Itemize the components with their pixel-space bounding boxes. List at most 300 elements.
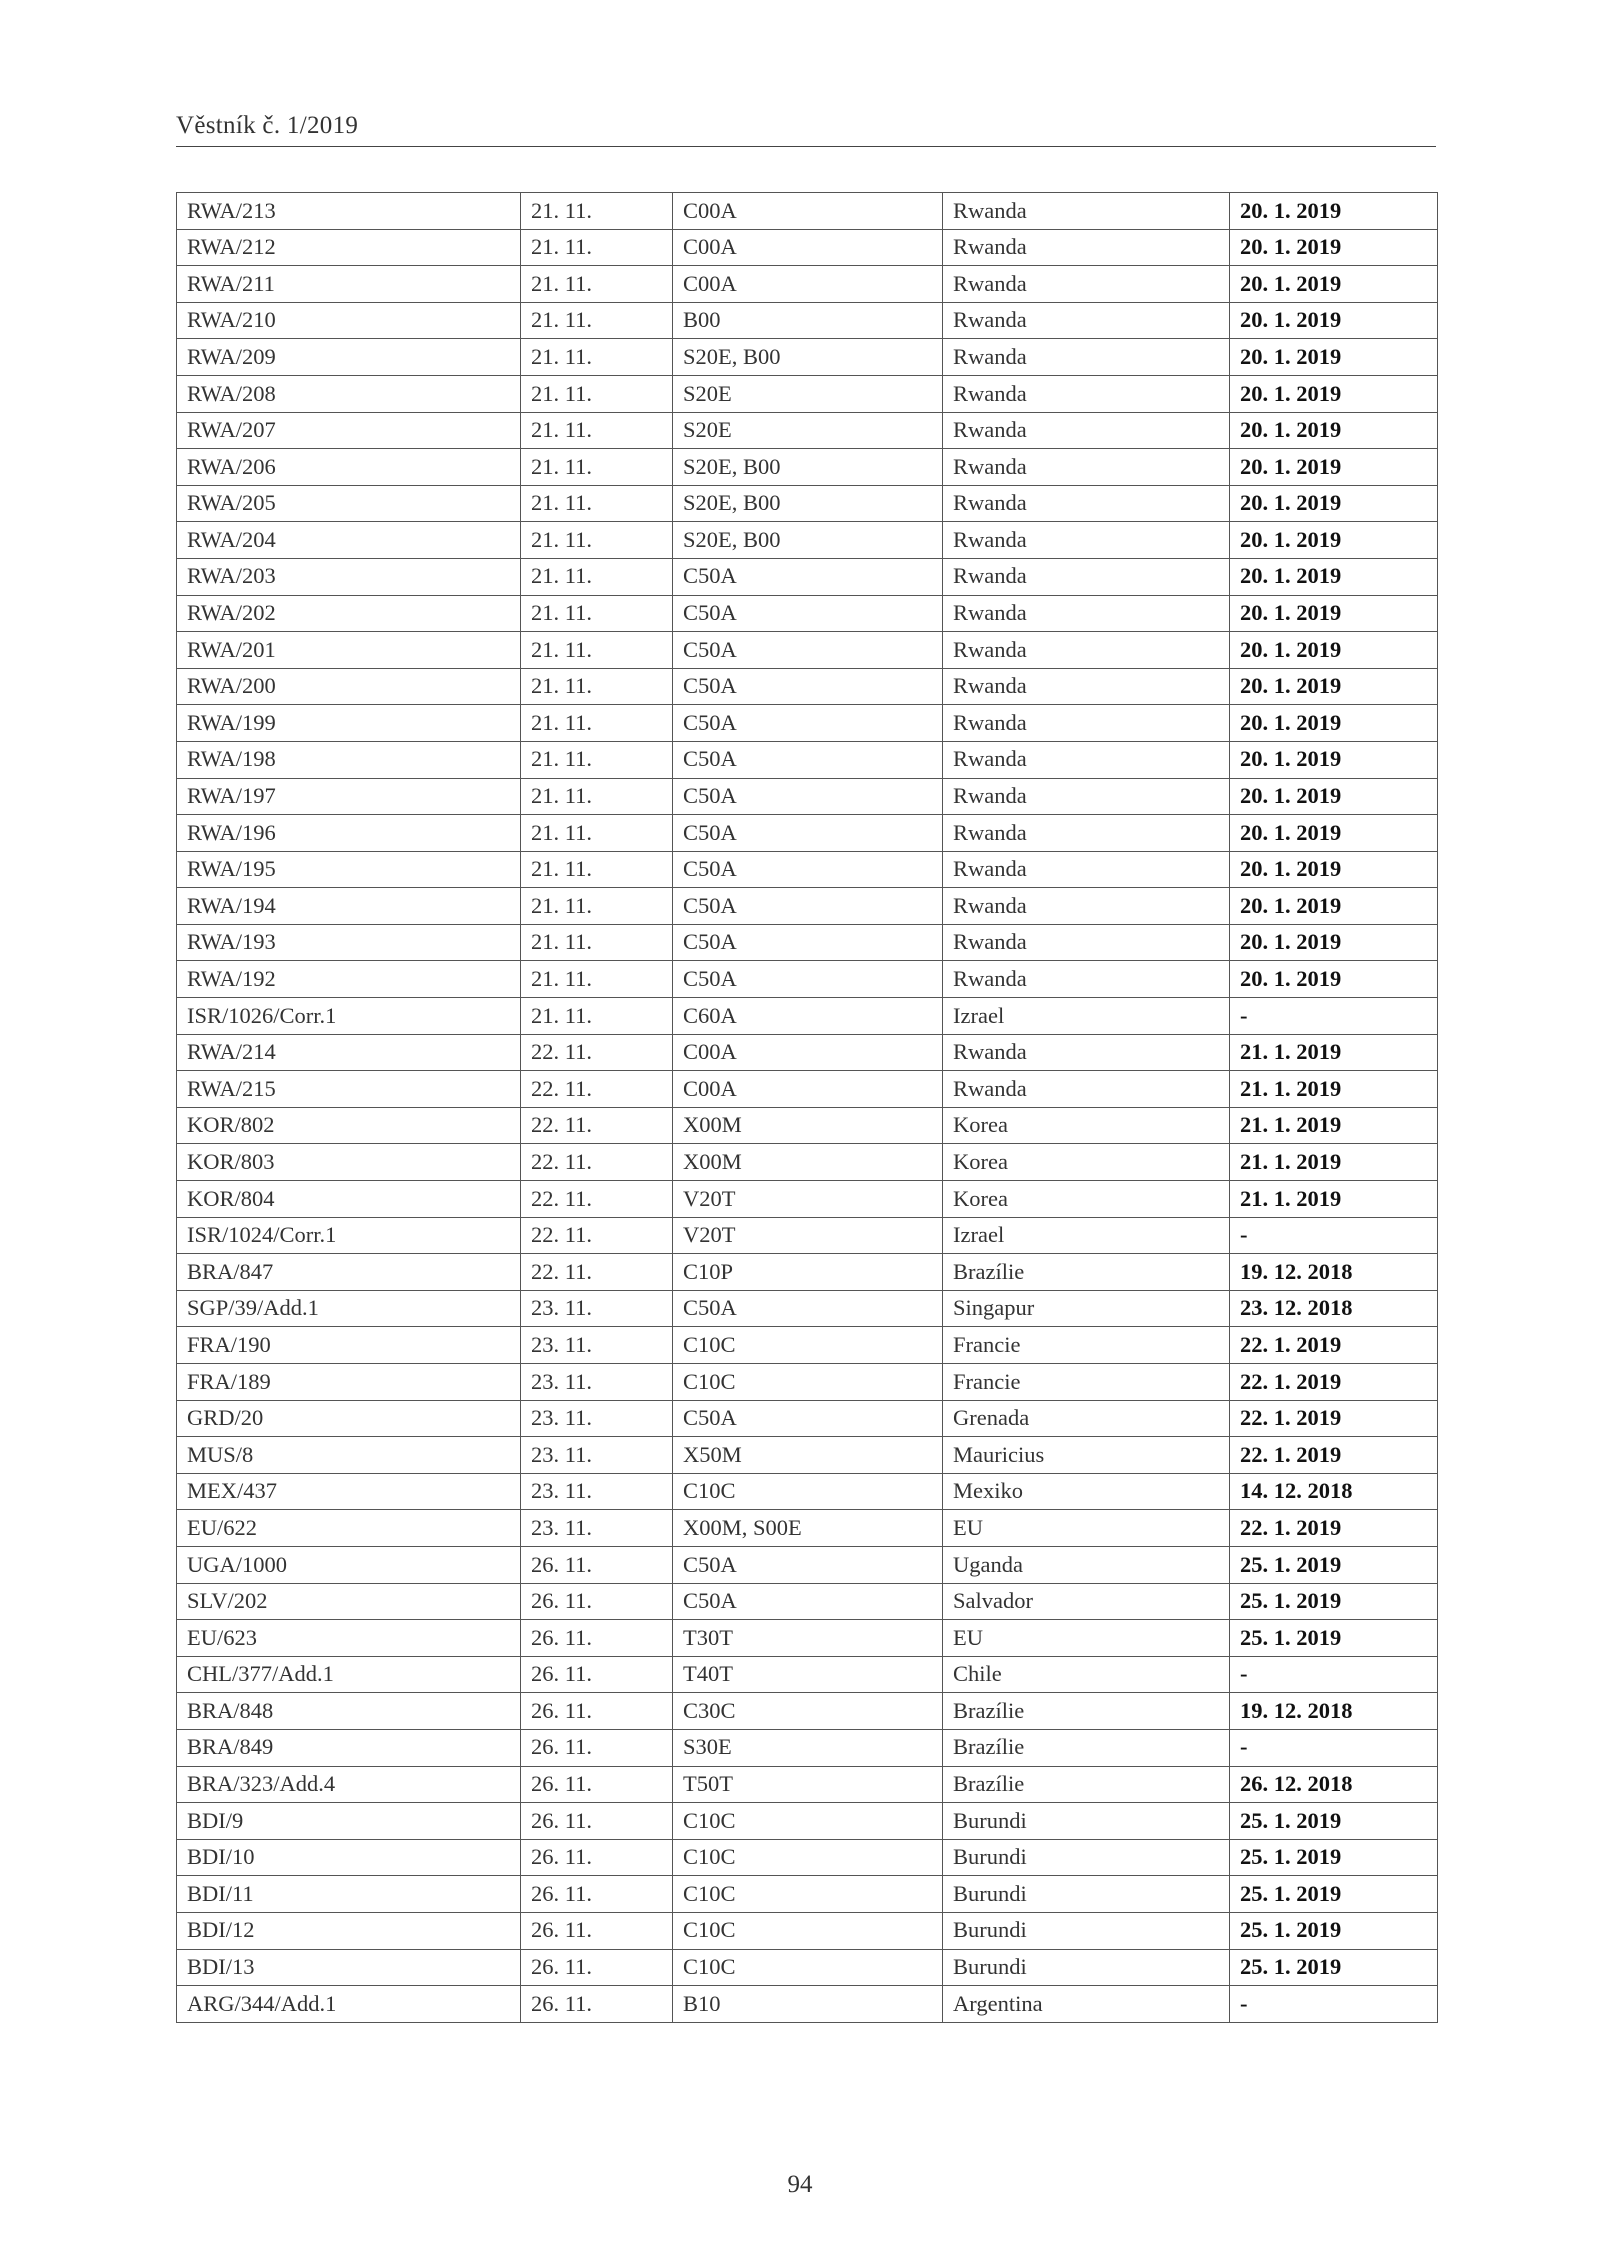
deadline-cell: 20. 1. 2019 bbox=[1230, 193, 1438, 230]
deadline-cell: - bbox=[1230, 1729, 1438, 1766]
code-cell: C50A bbox=[673, 705, 943, 742]
document-ref-cell: SGP/39/Add.1 bbox=[177, 1290, 521, 1327]
code-cell: C50A bbox=[673, 595, 943, 632]
date-cell: 22. 11. bbox=[521, 1181, 673, 1218]
date-cell: 21. 11. bbox=[521, 193, 673, 230]
document-ref-cell: BRA/848 bbox=[177, 1693, 521, 1730]
code-cell: C50A bbox=[673, 1400, 943, 1437]
date-cell: 21. 11. bbox=[521, 741, 673, 778]
document-ref-cell: BRA/323/Add.4 bbox=[177, 1766, 521, 1803]
date-cell: 21. 11. bbox=[521, 961, 673, 998]
document-ref-cell: RWA/198 bbox=[177, 741, 521, 778]
document-ref-cell: ARG/344/Add.1 bbox=[177, 1986, 521, 2023]
table-row bbox=[177, 1620, 1438, 1657]
code-cell: C50A bbox=[673, 668, 943, 705]
country-cell: Singapur bbox=[943, 1290, 1230, 1327]
date-cell: 21. 11. bbox=[521, 558, 673, 595]
document-ref-cell: RWA/196 bbox=[177, 815, 521, 852]
date-cell: 26. 11. bbox=[521, 1693, 673, 1730]
code-cell: C10C bbox=[673, 1876, 943, 1913]
deadline-cell: 20. 1. 2019 bbox=[1230, 266, 1438, 303]
table-row bbox=[177, 1144, 1438, 1181]
code-cell: S20E bbox=[673, 375, 943, 412]
deadline-cell: 20. 1. 2019 bbox=[1230, 595, 1438, 632]
table-row bbox=[177, 1729, 1438, 1766]
table-row bbox=[177, 449, 1438, 486]
date-cell: 22. 11. bbox=[521, 1034, 673, 1071]
document-ref-cell: BDI/9 bbox=[177, 1803, 521, 1840]
date-cell: 21. 11. bbox=[521, 632, 673, 669]
date-cell: 26. 11. bbox=[521, 1546, 673, 1583]
code-cell: C50A bbox=[673, 888, 943, 925]
document-ref-cell: BDI/11 bbox=[177, 1876, 521, 1913]
deadline-cell: 20. 1. 2019 bbox=[1230, 888, 1438, 925]
header-divider bbox=[176, 146, 1436, 147]
country-cell: Rwanda bbox=[943, 1034, 1230, 1071]
date-cell: 21. 11. bbox=[521, 778, 673, 815]
code-cell: X00M bbox=[673, 1107, 943, 1144]
deadline-cell: 14. 12. 2018 bbox=[1230, 1473, 1438, 1510]
table-row bbox=[177, 998, 1438, 1035]
date-cell: 21. 11. bbox=[521, 266, 673, 303]
code-cell: T50T bbox=[673, 1766, 943, 1803]
table-row bbox=[177, 961, 1438, 998]
code-cell: C30C bbox=[673, 1693, 943, 1730]
deadline-cell: 22. 1. 2019 bbox=[1230, 1364, 1438, 1401]
table-row bbox=[177, 339, 1438, 376]
table-row bbox=[177, 1071, 1438, 1108]
deadline-cell: 20. 1. 2019 bbox=[1230, 229, 1438, 266]
table-row bbox=[177, 1583, 1438, 1620]
table-row bbox=[177, 1364, 1438, 1401]
code-cell: X00M bbox=[673, 1144, 943, 1181]
table-row bbox=[177, 668, 1438, 705]
date-cell: 21. 11. bbox=[521, 924, 673, 961]
document-ref-cell: RWA/203 bbox=[177, 558, 521, 595]
country-cell: Brazílie bbox=[943, 1729, 1230, 1766]
table-row bbox=[177, 1254, 1438, 1291]
table-row bbox=[177, 1217, 1438, 1254]
code-cell: C00A bbox=[673, 229, 943, 266]
country-cell: Brazílie bbox=[943, 1693, 1230, 1730]
document-ref-cell: RWA/199 bbox=[177, 705, 521, 742]
deadline-cell: 19. 12. 2018 bbox=[1230, 1254, 1438, 1291]
deadline-cell: 21. 1. 2019 bbox=[1230, 1034, 1438, 1071]
country-cell: Rwanda bbox=[943, 961, 1230, 998]
document-ref-cell: UGA/1000 bbox=[177, 1546, 521, 1583]
date-cell: 26. 11. bbox=[521, 1803, 673, 1840]
table-row bbox=[177, 705, 1438, 742]
date-cell: 26. 11. bbox=[521, 1583, 673, 1620]
table-row bbox=[177, 1949, 1438, 1986]
country-cell: Salvador bbox=[943, 1583, 1230, 1620]
document-ref-cell: RWA/195 bbox=[177, 851, 521, 888]
date-cell: 22. 11. bbox=[521, 1254, 673, 1291]
table-row bbox=[177, 1986, 1438, 2023]
date-cell: 26. 11. bbox=[521, 1949, 673, 1986]
deadline-cell: 22. 1. 2019 bbox=[1230, 1400, 1438, 1437]
country-cell: Burundi bbox=[943, 1876, 1230, 1913]
code-cell: C50A bbox=[673, 924, 943, 961]
code-cell: C50A bbox=[673, 815, 943, 852]
date-cell: 21. 11. bbox=[521, 485, 673, 522]
country-cell: Rwanda bbox=[943, 595, 1230, 632]
notifications-table-body bbox=[177, 193, 1438, 2023]
document-ref-cell: RWA/202 bbox=[177, 595, 521, 632]
document-ref-cell: RWA/210 bbox=[177, 302, 521, 339]
code-cell: C10C bbox=[673, 1803, 943, 1840]
date-cell: 21. 11. bbox=[521, 229, 673, 266]
deadline-cell: 26. 12. 2018 bbox=[1230, 1766, 1438, 1803]
code-cell: C50A bbox=[673, 851, 943, 888]
deadline-cell: 21. 1. 2019 bbox=[1230, 1144, 1438, 1181]
date-cell: 23. 11. bbox=[521, 1400, 673, 1437]
date-cell: 23. 11. bbox=[521, 1437, 673, 1474]
country-cell: Rwanda bbox=[943, 449, 1230, 486]
country-cell: Rwanda bbox=[943, 705, 1230, 742]
date-cell: 21. 11. bbox=[521, 339, 673, 376]
country-cell: Rwanda bbox=[943, 741, 1230, 778]
code-cell: S20E, B00 bbox=[673, 339, 943, 376]
deadline-cell: 20. 1. 2019 bbox=[1230, 522, 1438, 559]
table-row bbox=[177, 1876, 1438, 1913]
document-ref-cell: RWA/212 bbox=[177, 229, 521, 266]
deadline-cell: 25. 1. 2019 bbox=[1230, 1583, 1438, 1620]
code-cell: V20T bbox=[673, 1217, 943, 1254]
country-cell: Rwanda bbox=[943, 266, 1230, 303]
country-cell: Argentina bbox=[943, 1986, 1230, 2023]
document-ref-cell: FRA/190 bbox=[177, 1327, 521, 1364]
date-cell: 21. 11. bbox=[521, 412, 673, 449]
table-row bbox=[177, 924, 1438, 961]
date-cell: 23. 11. bbox=[521, 1290, 673, 1327]
code-cell: B10 bbox=[673, 1986, 943, 2023]
document-ref-cell: BDI/10 bbox=[177, 1839, 521, 1876]
country-cell: Rwanda bbox=[943, 668, 1230, 705]
table-row bbox=[177, 558, 1438, 595]
code-cell: C50A bbox=[673, 1290, 943, 1327]
document-ref-cell: RWA/208 bbox=[177, 375, 521, 412]
date-cell: 21. 11. bbox=[521, 888, 673, 925]
document-ref-cell: MUS/8 bbox=[177, 1437, 521, 1474]
deadline-cell: 20. 1. 2019 bbox=[1230, 778, 1438, 815]
document-ref-cell: GRD/20 bbox=[177, 1400, 521, 1437]
deadline-cell: 20. 1. 2019 bbox=[1230, 924, 1438, 961]
table-row bbox=[177, 1510, 1438, 1547]
table-row bbox=[177, 1473, 1438, 1510]
country-cell: Brazílie bbox=[943, 1766, 1230, 1803]
table-row bbox=[177, 851, 1438, 888]
table-row bbox=[177, 1400, 1438, 1437]
deadline-cell: 20. 1. 2019 bbox=[1230, 851, 1438, 888]
deadline-cell: 20. 1. 2019 bbox=[1230, 705, 1438, 742]
table-row bbox=[177, 1290, 1438, 1327]
document-ref-cell: RWA/215 bbox=[177, 1071, 521, 1108]
document-ref-cell: RWA/204 bbox=[177, 522, 521, 559]
document-ref-cell: RWA/200 bbox=[177, 668, 521, 705]
table-row bbox=[177, 375, 1438, 412]
deadline-cell: 20. 1. 2019 bbox=[1230, 375, 1438, 412]
date-cell: 21. 11. bbox=[521, 668, 673, 705]
table-row bbox=[177, 741, 1438, 778]
country-cell: Rwanda bbox=[943, 778, 1230, 815]
deadline-cell: - bbox=[1230, 998, 1438, 1035]
document-ref-cell: MEX/437 bbox=[177, 1473, 521, 1510]
table-row bbox=[177, 815, 1438, 852]
date-cell: 26. 11. bbox=[521, 1729, 673, 1766]
deadline-cell: 22. 1. 2019 bbox=[1230, 1510, 1438, 1547]
date-cell: 22. 11. bbox=[521, 1107, 673, 1144]
code-cell: V20T bbox=[673, 1181, 943, 1218]
table-row bbox=[177, 595, 1438, 632]
document-ref-cell: RWA/211 bbox=[177, 266, 521, 303]
document-ref-cell: RWA/214 bbox=[177, 1034, 521, 1071]
page-number: 94 bbox=[787, 2171, 813, 2198]
code-cell: T40T bbox=[673, 1656, 943, 1693]
table-row bbox=[177, 193, 1438, 230]
table-row bbox=[177, 485, 1438, 522]
country-cell: Burundi bbox=[943, 1949, 1230, 1986]
deadline-cell: 25. 1. 2019 bbox=[1230, 1546, 1438, 1583]
document-ref-cell: RWA/194 bbox=[177, 888, 521, 925]
code-cell: C10C bbox=[673, 1327, 943, 1364]
deadline-cell: 20. 1. 2019 bbox=[1230, 449, 1438, 486]
country-cell: Rwanda bbox=[943, 632, 1230, 669]
code-cell: X00M, S00E bbox=[673, 1510, 943, 1547]
country-cell: Rwanda bbox=[943, 412, 1230, 449]
document-ref-cell: ISR/1024/Corr.1 bbox=[177, 1217, 521, 1254]
code-cell: C50A bbox=[673, 778, 943, 815]
document-ref-cell: RWA/197 bbox=[177, 778, 521, 815]
deadline-cell: 20. 1. 2019 bbox=[1230, 558, 1438, 595]
deadline-cell: 22. 1. 2019 bbox=[1230, 1327, 1438, 1364]
code-cell: S20E, B00 bbox=[673, 522, 943, 559]
deadline-cell: - bbox=[1230, 1986, 1438, 2023]
code-cell: S20E bbox=[673, 412, 943, 449]
country-cell: Korea bbox=[943, 1181, 1230, 1218]
table-row bbox=[177, 1912, 1438, 1949]
table-row bbox=[177, 1181, 1438, 1218]
date-cell: 26. 11. bbox=[521, 1656, 673, 1693]
code-cell: C10C bbox=[673, 1839, 943, 1876]
table-row bbox=[177, 1327, 1438, 1364]
table-row bbox=[177, 1107, 1438, 1144]
country-cell: Rwanda bbox=[943, 522, 1230, 559]
document-ref-cell: EU/623 bbox=[177, 1620, 521, 1657]
deadline-cell: - bbox=[1230, 1656, 1438, 1693]
date-cell: 21. 11. bbox=[521, 998, 673, 1035]
document-ref-cell: BDI/13 bbox=[177, 1949, 521, 1986]
document-ref-cell: RWA/206 bbox=[177, 449, 521, 486]
country-cell: Burundi bbox=[943, 1803, 1230, 1840]
deadline-cell: 21. 1. 2019 bbox=[1230, 1181, 1438, 1218]
date-cell: 23. 11. bbox=[521, 1473, 673, 1510]
country-cell: Mauricius bbox=[943, 1437, 1230, 1474]
country-cell: Brazílie bbox=[943, 1254, 1230, 1291]
code-cell: C10C bbox=[673, 1364, 943, 1401]
document-ref-cell: KOR/804 bbox=[177, 1181, 521, 1218]
date-cell: 26. 11. bbox=[521, 1839, 673, 1876]
document-ref-cell: FRA/189 bbox=[177, 1364, 521, 1401]
country-cell: Rwanda bbox=[943, 851, 1230, 888]
country-cell: Mexiko bbox=[943, 1473, 1230, 1510]
deadline-cell: 20. 1. 2019 bbox=[1230, 339, 1438, 376]
country-cell: Francie bbox=[943, 1327, 1230, 1364]
code-cell: C50A bbox=[673, 1583, 943, 1620]
deadline-cell: 20. 1. 2019 bbox=[1230, 668, 1438, 705]
document-ref-cell: ISR/1026/Corr.1 bbox=[177, 998, 521, 1035]
deadline-cell: 20. 1. 2019 bbox=[1230, 632, 1438, 669]
deadline-cell: 20. 1. 2019 bbox=[1230, 961, 1438, 998]
document-ref-cell: EU/622 bbox=[177, 1510, 521, 1547]
country-cell: Rwanda bbox=[943, 193, 1230, 230]
deadline-cell: 20. 1. 2019 bbox=[1230, 412, 1438, 449]
table-row bbox=[177, 888, 1438, 925]
date-cell: 23. 11. bbox=[521, 1364, 673, 1401]
deadline-cell: 25. 1. 2019 bbox=[1230, 1803, 1438, 1840]
country-cell: Rwanda bbox=[943, 485, 1230, 522]
table-row bbox=[177, 229, 1438, 266]
country-cell: Rwanda bbox=[943, 229, 1230, 266]
code-cell: C50A bbox=[673, 558, 943, 595]
code-cell: C10C bbox=[673, 1949, 943, 1986]
country-cell: Rwanda bbox=[943, 924, 1230, 961]
date-cell: 22. 11. bbox=[521, 1144, 673, 1181]
date-cell: 21. 11. bbox=[521, 375, 673, 412]
country-cell: Izrael bbox=[943, 998, 1230, 1035]
table-row bbox=[177, 412, 1438, 449]
code-cell: X50M bbox=[673, 1437, 943, 1474]
date-cell: 21. 11. bbox=[521, 302, 673, 339]
deadline-cell: 19. 12. 2018 bbox=[1230, 1693, 1438, 1730]
date-cell: 21. 11. bbox=[521, 705, 673, 742]
country-cell: Burundi bbox=[943, 1839, 1230, 1876]
document-ref-cell: RWA/213 bbox=[177, 193, 521, 230]
deadline-cell: 21. 1. 2019 bbox=[1230, 1071, 1438, 1108]
code-cell: S30E bbox=[673, 1729, 943, 1766]
country-cell: Francie bbox=[943, 1364, 1230, 1401]
date-cell: 26. 11. bbox=[521, 1912, 673, 1949]
country-cell: Rwanda bbox=[943, 339, 1230, 376]
date-cell: 22. 11. bbox=[521, 1217, 673, 1254]
country-cell: Korea bbox=[943, 1144, 1230, 1181]
date-cell: 21. 11. bbox=[521, 522, 673, 559]
deadline-cell: 25. 1. 2019 bbox=[1230, 1839, 1438, 1876]
deadline-cell: 25. 1. 2019 bbox=[1230, 1620, 1438, 1657]
document-ref-cell: BDI/12 bbox=[177, 1912, 521, 1949]
table-row bbox=[177, 1839, 1438, 1876]
notifications-table bbox=[176, 192, 1438, 2023]
table-row bbox=[177, 1437, 1438, 1474]
country-cell: Rwanda bbox=[943, 815, 1230, 852]
document-ref-cell: RWA/193 bbox=[177, 924, 521, 961]
deadline-cell: 20. 1. 2019 bbox=[1230, 302, 1438, 339]
table-row bbox=[177, 266, 1438, 303]
deadline-cell: - bbox=[1230, 1217, 1438, 1254]
document-ref-cell: RWA/207 bbox=[177, 412, 521, 449]
code-cell: C00A bbox=[673, 1071, 943, 1108]
country-cell: Rwanda bbox=[943, 1071, 1230, 1108]
deadline-cell: 21. 1. 2019 bbox=[1230, 1107, 1438, 1144]
code-cell: C10C bbox=[673, 1473, 943, 1510]
deadline-cell: 20. 1. 2019 bbox=[1230, 815, 1438, 852]
code-cell: C10P bbox=[673, 1254, 943, 1291]
deadline-cell: 23. 12. 2018 bbox=[1230, 1290, 1438, 1327]
table-row bbox=[177, 1034, 1438, 1071]
document-ref-cell: SLV/202 bbox=[177, 1583, 521, 1620]
code-cell: S20E, B00 bbox=[673, 485, 943, 522]
deadline-cell: 25. 1. 2019 bbox=[1230, 1912, 1438, 1949]
date-cell: 22. 11. bbox=[521, 1071, 673, 1108]
country-cell: Rwanda bbox=[943, 558, 1230, 595]
document-ref-cell: CHL/377/Add.1 bbox=[177, 1656, 521, 1693]
code-cell: B00 bbox=[673, 302, 943, 339]
date-cell: 21. 11. bbox=[521, 449, 673, 486]
date-cell: 26. 11. bbox=[521, 1766, 673, 1803]
journal-header-title: Věstník č. 1/2019 bbox=[176, 112, 359, 139]
document-ref-cell: KOR/802 bbox=[177, 1107, 521, 1144]
country-cell: Izrael bbox=[943, 1217, 1230, 1254]
table-row bbox=[177, 1656, 1438, 1693]
date-cell: 26. 11. bbox=[521, 1876, 673, 1913]
document-ref-cell: BRA/849 bbox=[177, 1729, 521, 1766]
date-cell: 21. 11. bbox=[521, 595, 673, 632]
deadline-cell: 22. 1. 2019 bbox=[1230, 1437, 1438, 1474]
code-cell: T30T bbox=[673, 1620, 943, 1657]
deadline-cell: 25. 1. 2019 bbox=[1230, 1876, 1438, 1913]
country-cell: Uganda bbox=[943, 1546, 1230, 1583]
code-cell: C50A bbox=[673, 1546, 943, 1583]
document-ref-cell: BRA/847 bbox=[177, 1254, 521, 1291]
table-row bbox=[177, 632, 1438, 669]
date-cell: 21. 11. bbox=[521, 851, 673, 888]
document-ref-cell: KOR/803 bbox=[177, 1144, 521, 1181]
date-cell: 21. 11. bbox=[521, 815, 673, 852]
country-cell: EU bbox=[943, 1620, 1230, 1657]
code-cell: C10C bbox=[673, 1912, 943, 1949]
table-row bbox=[177, 1693, 1438, 1730]
deadline-cell: 20. 1. 2019 bbox=[1230, 485, 1438, 522]
country-cell: Korea bbox=[943, 1107, 1230, 1144]
date-cell: 23. 11. bbox=[521, 1510, 673, 1547]
document-ref-cell: RWA/209 bbox=[177, 339, 521, 376]
table-row bbox=[177, 1546, 1438, 1583]
code-cell: C00A bbox=[673, 193, 943, 230]
document-ref-cell: RWA/192 bbox=[177, 961, 521, 998]
code-cell: C50A bbox=[673, 632, 943, 669]
document-ref-cell: RWA/201 bbox=[177, 632, 521, 669]
country-cell: Burundi bbox=[943, 1912, 1230, 1949]
date-cell: 23. 11. bbox=[521, 1327, 673, 1364]
table-row bbox=[177, 302, 1438, 339]
country-cell: Chile bbox=[943, 1656, 1230, 1693]
country-cell: EU bbox=[943, 1510, 1230, 1547]
code-cell: S20E, B00 bbox=[673, 449, 943, 486]
table-row bbox=[177, 522, 1438, 559]
deadline-cell: 20. 1. 2019 bbox=[1230, 741, 1438, 778]
code-cell: C60A bbox=[673, 998, 943, 1035]
country-cell: Rwanda bbox=[943, 888, 1230, 925]
document-ref-cell: RWA/205 bbox=[177, 485, 521, 522]
country-cell: Rwanda bbox=[943, 375, 1230, 412]
table-row bbox=[177, 1803, 1438, 1840]
code-cell: C50A bbox=[673, 961, 943, 998]
code-cell: C50A bbox=[673, 741, 943, 778]
code-cell: C00A bbox=[673, 1034, 943, 1071]
table-row bbox=[177, 778, 1438, 815]
date-cell: 26. 11. bbox=[521, 1986, 673, 2023]
country-cell: Rwanda bbox=[943, 302, 1230, 339]
